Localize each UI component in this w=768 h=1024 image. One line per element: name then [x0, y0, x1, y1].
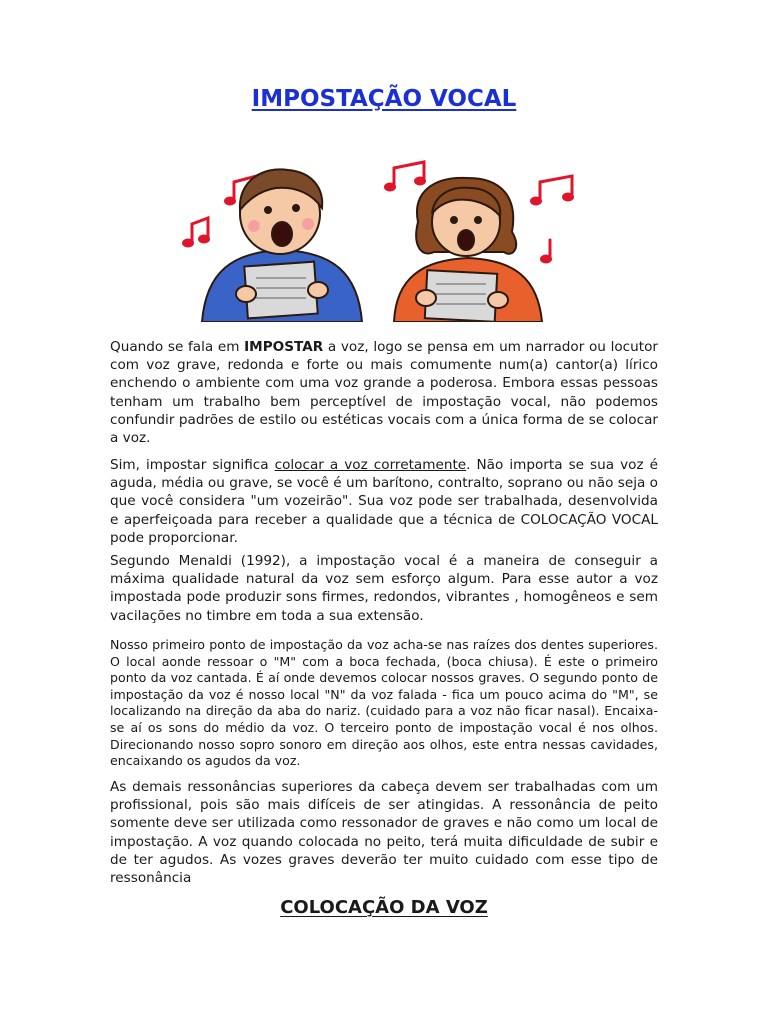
paragraph-2-end: . Não importa se sua voz é aguda, média ou grave, se você é um barítono, contralto, soprano ou não seja o que você considera "um vozeirão". Sua voz pode ser trabalhada, desenvolvida e aperfeiçoada para receber a qualidade que a técnica de COLOCAÇÃO VOCAL pode proporcionar. [110, 457, 658, 546]
paragraph-1-bold: IMPOSTAR [244, 339, 324, 355]
paragraph-1 [110, 338, 658, 447]
paragraph-1-end: a voz, logo se pensa em um narrador ou locutor com voz grave, redonda e forte ou mais comumente num(a) cantor(a) lírico enchendo o ambiente com uma voz grande a poderosa. Embora essas pessoas tenham um trabalho bem perceptível de impostação vocal, não podemos confundir padrões de estilo ou estéticas vocais com a única forma de se colocar a voz. [110, 339, 658, 447]
section-heading: COLOCAÇÃO DA VOZ [280, 897, 488, 918]
paragraph-3: Segundo Menaldi (1992), a impostação vocal é a maneira de conseguir a máxima qualidade natural da voz sem esforço algum. Para esse autor a voz impostada pode produzir sons firmes, redondos, vibrantes , homogêneos e sem vacilações no timbre em toda a sua extensão. [110, 553, 658, 624]
boy-singer [202, 169, 362, 322]
paragraph-2 [110, 456, 658, 547]
girl-singer [394, 178, 542, 322]
two-singers-illustration [172, 152, 584, 322]
paragraph-2-start: Sim, impostar significa [110, 457, 275, 473]
paragraph-1-start: Quando se fala em [110, 339, 245, 355]
document-title: IMPOSTAÇÃO VOCAL [251, 86, 517, 112]
paragraph-5: As demais ressonâncias superiores da cabeça devem ser trabalhadas com um profissional, pois são mais difíceis de ser atingidas. A ressonância de peito somente deve ser utilizada como ressonador de graves e não como um local de impostação. A voz quando colocada no peito, terá muita dificuldade de subir e de ter agudos. As vozes graves deverão ter muito cuidado com esse tipo de ressonância [110, 779, 658, 887]
paragraph-2-underline: colocar a voz corretamente [274, 457, 467, 473]
paragraph-4: Nosso primeiro ponto de impostação da voz acha-se nas raízes dos dentes superiores. O local aonde ressoar o "M" com a boca fechada, (boca chiusa). É este o primeiro ponto da voz cantada. É aí onde devemos colocar nossos graves. O segundo ponto de impostação da voz é nosso local "N" da voz falada - fica um pouco acima do "M", se localizando na direção da aba do nariz. (cuidado para a voz não ficar nasal). Encaixa-se aí os sons do médio da voz. O terceiro ponto de impostação vocal é nos olhos. Direcionando nosso sopro sonoro em direção aos olhos, este entra nessas cavidades, encaixando os agudos da voz. [110, 637, 658, 769]
